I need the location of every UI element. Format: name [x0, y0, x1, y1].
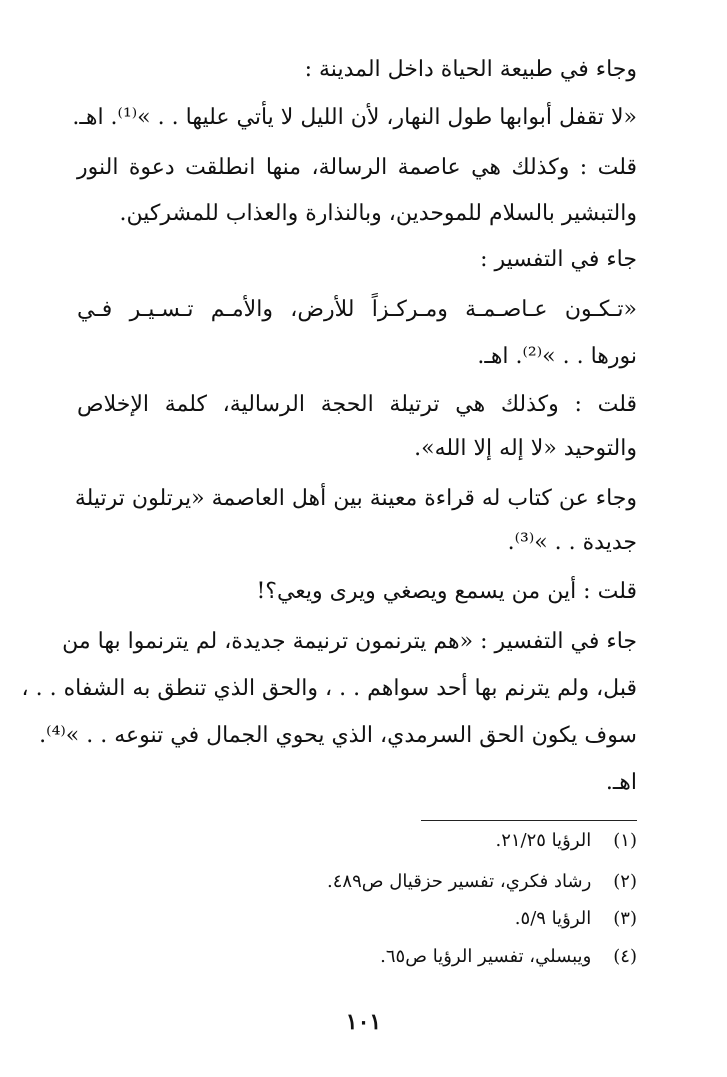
- footnote-text: الرؤيا ٢١/٢٥.: [495, 830, 592, 851]
- body-line: وجاء في طبيعة الحياة داخل المدينة :: [304, 57, 637, 82]
- footnote: [77, 944, 637, 970]
- body-line: سوف يكون الحق السرمدي، الذي يحوي الجمال في تنوعه . . »⁽⁴⁾.: [39, 723, 637, 748]
- footnote: [77, 906, 637, 932]
- body-line: وجاء عن كتاب له قراءة معينة بين أهل العاصمة «يرتلون ترتيلة: [74, 486, 637, 511]
- body-line: والتوحيد «لا إله إلا الله».: [414, 436, 637, 461]
- body-line: قبل، ولم يترنم بها أحد سواهم . . ، والحق الذي تنطق به الشفاه . . ،: [21, 676, 637, 701]
- footnote: [77, 828, 637, 854]
- footnote-number: (١): [613, 830, 637, 851]
- body-line: اهـ.: [605, 770, 637, 795]
- footnote-number: (٢): [613, 871, 637, 892]
- body-line: قلت : وكذلك هي ترتيلة الحجة الرسالية، كلمة الإخلاص: [77, 392, 637, 417]
- body-line: نورها . . »⁽²⁾. اهـ.: [477, 344, 637, 369]
- body-line: جاء في التفسير : «هم يترنمون ترنيمة جديدة، لم يترنموا بها من: [62, 629, 637, 654]
- body-line: جديدة . . »⁽³⁾.: [507, 530, 637, 555]
- footnote-separator: [421, 820, 637, 821]
- footnote-text: ويبسلي، تفسير الرؤيا ص٦٥.: [380, 946, 592, 967]
- page-number: ١٠١: [345, 1009, 382, 1035]
- footnote-number: (٣): [613, 908, 637, 929]
- body-line: جاء في التفسير :: [480, 247, 637, 272]
- body-line: قلت : وكذلك هي عاصمة الرسالة، منها انطلقت دعوة النور: [77, 155, 637, 180]
- body-line: «لا تقفل أبوابها طول النهار، لأن الليل لا يأتي عليها . . »⁽¹⁾. اهـ.: [72, 105, 637, 130]
- footnote: [77, 869, 637, 895]
- body-line: قلت : أين من يسمع ويصغي ويرى ويعي؟!: [256, 579, 637, 604]
- footnote-number: (٤): [613, 946, 637, 967]
- footnote-text: رشاد فكري، تفسير حزقيال ص٤٨٩.: [327, 871, 592, 892]
- body-line: والتبشير بالسلام للموحدين، وبالنذارة والعذاب للمشركين.: [119, 201, 637, 226]
- body-line: «تـكـون عـاصـمـة ومـركـزاً للأرض، والأمـم تـسـيـر فـي: [77, 297, 637, 322]
- footnote-text: الرؤيا ٥/٩.: [514, 908, 592, 929]
